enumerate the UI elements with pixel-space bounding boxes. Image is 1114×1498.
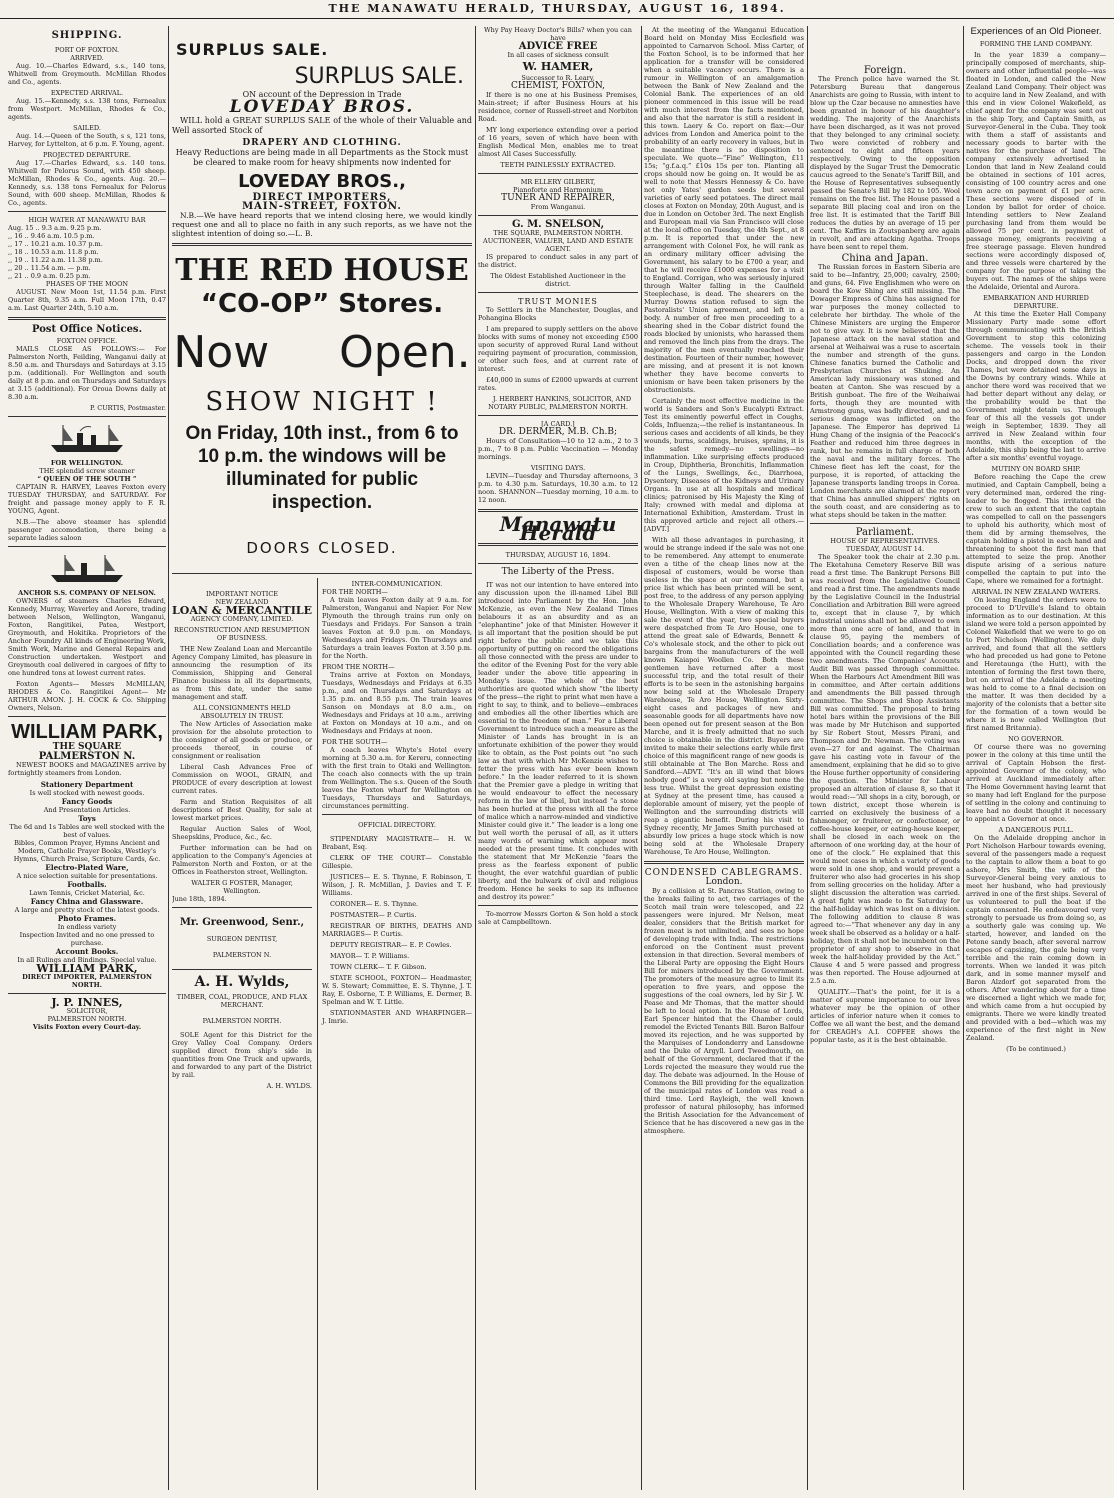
expected-text: Aug. 15.—Kennedy, s.s. 138 tons, Fernealux from Westport. McMillan, Rhodes & Co., agents.	[8, 97, 166, 121]
wylds-town: PALMERSTON NORTH.	[202, 1017, 282, 1025]
account-text: In all Rulings and Bindings. Special value.	[17, 956, 157, 964]
loan-advances: The New Articles of Association make provision for the absolute protection to the consignor of all goods or produce, or proceeds thereof, in course of consignment or realisation	[172, 720, 312, 760]
directory-entry: MAYOR— T. P. Williams.	[330, 952, 410, 960]
north-text: A train leaves Foxton daily at 9 a.m. for Palmerston, Wanganui and Napier. For New Plymouth the through trains run only on Tuesdays and Fridays. For Sanson a train leaves Foxton at 9.0 p.m. on Mondays, Wednesdays and Fridays. On Thursdays and Saturdays a train leaves Foxton at 3.50 p.m. for the North.	[322, 596, 472, 660]
column-5	[810, 26, 960, 1490]
local-news: At the meeting of the Wanganui Education Board held on Monday Miss Ecclesfield was appointed to Carnarvon School. Miss Carter, of the Foxton School, is to be informed that her application for a transfer will be considered when a suitable vacancy occurs. There is a rumour in Wellington of an amalgamation between the Bank of New Zealand and the Colonial Bank. The experiences of an old pioneer commenced in this issue will be read with much interest from the facts mentioned, and also that the narrator is still a resident in this town. Laery & Co. report on flax:—Our advices from London and America point to the probability of an early recovery in values, but in the meantime there is no disposition to speculate. We quote—“Fine” Wellington, £11 15s; “g.f.a.q.” £10s 15s per ton. Planting all crops should now be going on. It would be as well to note that Messrs Hennessy & Co. have not only Yates' garden seeds but several varieties of early seed potatoes. The direct mail closes at Foxton on Monday, 20th August, and is due in London on October 3rd. The next English and European mail via San Francisco will close at the local office on Tuesday, the 4th Sept., at 8 p.m. It is reported that under the new arrangement with Colonel Fox, he will rank as an ordinary military officer advising the Government, his salary to be £700 a year, and that he will receive £1000 expenses for a visit to England. Corrigan, who was seriously injured through Walter falling in the Caulfield Steeplechase, is dead. The shearers on the Murray Downs station refused to sign the Pastoralists' Union agreement, and left in a body. A number of free men proceeding to a shearing shed in the Cobar district found the roads blocked by unionists, who harassed them and removed the linch pins from the drays. The majority of the men eventually reached their destination. Fourteen of their number, however, are missing, and at present it is not known whether they have become converts to unionism or have been taken prisoners by the obstructionists.	[644, 26, 804, 394]
forming-heading: FORMING THE LAND COMPANY.	[979, 40, 1093, 48]
directory-entry: DEPUTY REGISTRAR— E. P. Cowles.	[330, 941, 452, 949]
loan-recon: RECONSTRUCTION AND RESUMPTION OF BUSINESS.	[174, 626, 310, 642]
loan-date: June 18th, 1894.	[172, 895, 227, 903]
shipping-title: SHIPPING.	[51, 30, 123, 41]
china-heading: Fancy China and Glassware.	[30, 897, 144, 906]
tide-row: ,, 19 .. 11.22 a.m. 11.38 p.m.	[8, 256, 103, 264]
directory-title: OFFICIAL DIRECTORY.	[358, 821, 436, 829]
mutiny-heading: MUTINY ON BOARD SHIP.	[991, 465, 1081, 473]
loan-text: THE New Zealand Loan and Mercantile Agency Company Limited, has pleasure in announcing the resumption of its Commission, Shipping and General Finance business in all its departments, as from this date, under the same management and staff.	[172, 645, 312, 701]
electro-heading: Electro-Plated Ware,	[45, 863, 129, 872]
greenwood-town: PALMERSTON N.	[212, 951, 272, 959]
column-1	[8, 26, 166, 1490]
hamer-successor: Successor to R. Leary,	[521, 74, 595, 82]
foreign-heading: Foreign.	[863, 65, 907, 76]
parliament-text: The Speaker took the chair at 2.30 p.m. The Eketahuna Cemetery Reserve Bill was read a first time. The Bankrupt Persons Bill was received from the Legislative Council and read a first time. The amendments made by the Legislative Council in the Industrial Conciliation and Arbitration Bill were agreed to, except that in clause 7, by which industrial unions shall not be allowed to own more than one acre of land, and that in clause 95, paying the members of Conciliation boards; and a conference was appointed with the Council regarding these two amendments. The Companies' Accounts Audit Bill was passed through committee. When the Harbours Act Amendment Bill was in committee, and After certain additions and amendments the Bill passed through committee. The Shops and Shop Assistants Bill was committed. The proposal to bring hotel bars within the provisions of the Bill was made by Mr Hutchison and supported by Sir Robert Stout, Messrs Pirani, and Thompson and Dr. Newman. The voting was even—27 for and against. The Chairman gave his casting vote in favour of the amendment, explaining that he did so to give the House further opportunity of considering the question. The Minister for Labour proposed an alteration of clause 8, so that it would read:—“All shops in a city, borough, or town district, except those wherein is carried on exclusively the business of a fishmonger, or fruiterer, or confectioner, or coffee-house keeper, or eating-house keeper, shall be closed in each week on the afternoon of one working day, at the hour of one of the clock.” He explained that this would meet cases in which a variety of goods were sold in one shop, and would prevent a fruiterer who also had groceries in his shop from selling groceries on the holiday. After a slight discussion the alteration was carried. A great fight was made to fix Saturday for the half-holiday which was lost on a division. The following addition to clause 8 was agreed to:—“That whenever any day in any week shall be observed as a holiday or a half-holiday, then it shall not be incumbent on the proprietor of any shop to observe in that week the half-holiday provided by the Act.” Clause 4 and 5 were passed and progress was then reported. The House adjourned at 2.5 a.m.	[810, 553, 960, 985]
inspection-text: Inspection Invited and no one pressed to purchase.	[19, 931, 155, 947]
loan-ad	[172, 578, 312, 1090]
steamship-icon	[47, 421, 127, 455]
arrived-heading: ARRIVED.	[70, 54, 104, 62]
directory-entry: TOWN CLERK— T. F. Gibson.	[330, 963, 427, 971]
gilbert-role: Pianoforte and Harmonium	[512, 186, 603, 194]
fancy-heading: Fancy Goods	[61, 797, 113, 806]
dermer-name: DR. DERMER, M.B. Ch.B;	[498, 427, 618, 437]
bibles-text: Bibles, Common Prayer, Hymns Ancient and Modern, Catholic Prayer Books, Westley's Hymns, Church Praise, Scripture Cards, &c.	[13, 839, 161, 863]
hamer-cases: In all cases of sickness consult	[507, 51, 609, 59]
column-rule	[807, 26, 808, 1490]
open-word: Open.	[339, 327, 471, 378]
anchor-text: OWNERS of steamers Charles Edward, Kennedy, Murray, Waverley and Aorere, trading between Nelson, Wellington, Wanganui, Foxton, Rangitikei, Patea, Westport, Greymouth, and Hokitika. Proprietors of the Anchor Foundry All kinds of Engineering Work, Smith Work, Marine and General Repairs and Construction undertaken. Westport and Greymouth coal delivered in cargoes of fifty to one hundred tons at lowest current rates.	[8, 597, 166, 677]
forming-text: In the year 1839 a company—principally composed of merchants, ship-owners and other influential people—was floated in London, and called the New Zealand Land Company. Their object was to acquire land in New Zealand, and with this end in view Colonel Wakefield, as chief agent for the company was sent out in the ship Tory, and Captain Smith, as Surveyor-General in the Cuba. They took with them a staff of assistants and necessary goods to barter with the natives for the purchase of land. The company extensively advertised in London that land in New Zealand could be obtained in sections of 101 acres, consisting of 100 country acres and one town acre on payment of £1 per acre. These sections were disposed of in London by ballot for order of choice. Intending settlers to New Zealand purchasing land from them would be allowed 75 per cent. in payment of passage money, emigrants receiving a free steerage passage. Eleven hundred sections were accordingly disposed of, and three vessels were chartered by the company for the purpose of taking the buyers out. The names of the ships were the Adelaide, Oriental and Aurora.	[966, 51, 1106, 291]
post-office-text: MAILS CLOSE AS FOLLOWS:— For Palmerston North, Feilding, Wanganui daily at 8.50 a.m. and Thursdays and Saturdays at 3.15 p.m. (additional). For Wellington and south daily at 8 p.m. and on Thursdays and Saturdays at 3.15 (additional). For Oroua Downs daily at 8.30 a.m.	[8, 345, 166, 401]
wylds-trade: TIMBER, COAL, PRODUCE, AND FLAX MERCHANT.	[176, 993, 308, 1009]
surplus-title-2: SURPLUS SALE.	[294, 64, 464, 89]
now-word: Now	[173, 327, 270, 378]
innes-name: J. P. INNES,	[51, 996, 123, 1009]
tide-row: Aug. 15 .. 9.3 a.m. 9.25 p.m.	[8, 224, 102, 232]
loan-further: Further information can be had on application to the Company's Agencies at Palmerston North and Foxton, or at the Offices in Featherston street, Wellington.	[172, 844, 312, 876]
pull-text: On the Adelaide dropping anchor in Port Nicholson Harbour towards evening, several of the passengers made a request to the captain to allow them a boat to go ashore, Mrs Smith, the wife of the Surveyor-General being very anxious to meet her husband, who had previously arrived in one of the first ships. Several of us volunteered to pull the boat if the captain consented. He endeavoured very strongly to persuade us from doing so, as a southerly gale was coming up. We started, however, and landed on the Petone sandy beach, after several narrow escapes of capsizing, the gale being very terrible and the rain coming down in torrents. When we landed it was pitch dark, and in some manner myself and Baron Alzdorf got separated from the others. After wandering about for a time we discerned a light which we made for, and which came from a hut occupied by emigrants. There we were kindly treated and provided with a bed—which was my experience of the first night in New Zealand.	[966, 834, 1106, 1042]
account-heading: Account Books.	[55, 947, 119, 956]
projected-text: Aug 17.—Charles Edward, s.s. 140 tons. Whitwell for Pelorus Sound, with 450 sheep. McMillan, Rhodes & Co., agents. Aug. 20.—Kennedy, s.s. 138 tons Fernealux for Pelorus Sound, with 600 sheep. McMillan, Rhodes & Co., agents.	[8, 159, 166, 207]
moon-heading: PHASES OF THE MOON	[45, 280, 129, 288]
innes-visits: Visits Foxton every Court-day.	[32, 1023, 142, 1031]
loan-liberal: Liberal Cash Advances Free of Commission on WOOL, GRAIN, and PRODUCE of every description at lowest current rates.	[172, 763, 312, 795]
loan-ltd: AGENCY COMPANY, LIMITED.	[190, 615, 294, 623]
high-water-heading: HIGH WATER AT MANAWATU BAR	[28, 216, 146, 224]
tide-table	[8, 224, 166, 280]
advice-free: ADVICE FREE	[518, 41, 598, 52]
trust-text: To Settlers in the Manchester, Douglas, and Pohangina Blocks	[478, 306, 638, 322]
column-2	[172, 26, 472, 1490]
intercommunication	[322, 578, 472, 1028]
surplus-title: SURPLUS SALE.	[176, 40, 329, 59]
cablegrams-title: CONDENSED CABLEGRAMS.	[644, 868, 804, 878]
column-rule	[641, 26, 642, 1490]
directory-list	[322, 835, 472, 1025]
important-notice: IMPORTANT NOTICE	[205, 590, 279, 598]
hamer-text: If there is no one at his Business Premises, Main-street; if after Business Hours at his residence, corner of Russell-street and Norbiton Road.	[478, 91, 638, 123]
london-text: By a collision at St. Pancras Station, owing to the breaks failing to act, two carriages of the Scotch mail train were telescoped, and 22 passengers were injured. Mr Nelson, meat dealer, considers that the British market for frozen meat is not unlimited, and sees no hope of developing trade with India. The restrictions enforced on the Continent must prevent extension in that direction. Several members of the Liberal Party are opposing the Eight Hours Bill for miners introduced by the Government. The promoters of the measure agree to limit its operation to five years, and oppose the suggestions of the coal owners, led by Sir J. W. Pease and Mr Thomas, that the matter should be left to local option. In the House of Lords, Earl Spencer hinted that the Chamber could remodel the Evicted Tenants Bill. Baron Balfour moved its rejection, and he was supported by the Marquises of Londonderry and Lansdowne and the Duke of Argyll. Lord Tweedmouth, on behalf of the Government, declared that if the Lords rejected the measure they would rue the day. The debate was adjourned. In the House of Commons the Bill providing for the equalization of the municipal rates of London was read a third time. Lord Rayleigh, the well known professor of natural philosophy, has informed the British Association for the Advancement of Science that he has discovered a new gas in the atmosphere.	[644, 887, 804, 1135]
china-japan-heading: China and Japan.	[841, 253, 929, 264]
wellington-title: FOR WELLINGTON.	[50, 459, 124, 467]
wylds-sign: A. H. WYLDS.	[266, 1082, 312, 1090]
newest-books: NEWEST BOOKS and MAGAZINES arrive by fortnightly steamers from London.	[8, 761, 166, 777]
postmaster-sign: P. CURTIS, Postmaster.	[90, 404, 166, 412]
moon-text: AUGUST. New Moon 1st, 11.54 p.m. First Quarter 8th, 9.35 a.m. Full Moon 17th, 0.47 a.m. Last Quarter 24th, 5.10 a.m.	[8, 288, 166, 312]
innes-title: SOLICITOR,	[66, 1007, 108, 1015]
dermer-hours: Hours of Consultation—10 to 12 a.m., 2 to 3 p.m., 7 to 8 p.m. Public Vaccination — Monday mornings.	[478, 437, 638, 461]
column-rule	[963, 26, 964, 1490]
column-rule	[475, 26, 476, 1490]
directory-entry: STATE SCHOOL, FOXTON— Headmaster, W. S. Stewart; Committee, E. S. Thynne, J. T. Ray, E. Osborne, T. P. Williams, E. Dermer, B. Spelman and W. T. Little.	[322, 974, 472, 1006]
william-park-importer: DIRECT IMPORTER, PALMERSTON NORTH.	[22, 973, 152, 989]
loveday-bros: LOVEDAY BROS.	[229, 97, 415, 117]
leader-title: The Liberty of the Press.	[501, 567, 615, 577]
column-4	[644, 26, 804, 1490]
trust-sums: £40,000 in sums of £2000 upwards at current rates.	[478, 376, 638, 392]
photo-heading: Photo Frames.	[57, 914, 117, 923]
column-6	[966, 26, 1106, 1490]
teeth-text: TEETH PAINLESSLY EXTRACTED.	[500, 161, 616, 169]
reductions-text: Heavy Reductions are being made in all Departments as the Stock must be cleared to make room for heavy shipments now indented for	[175, 148, 469, 167]
directory-entry: STIPENDIARY MAGISTRATE— H. W. Brabant, Esq.	[322, 835, 472, 851]
herald-nameplate: Manawatu Herald	[499, 512, 617, 545]
masthead: THE MANAWATU HERALD, THURSDAY, AUGUST 16, 1894.	[0, 0, 1114, 19]
card-label: [A CARD.]	[541, 420, 575, 428]
tide-row: ,, 16 .. 9.46 a.m. 10.5 p.m.	[8, 232, 95, 240]
parliament-date: TUESDAY, AUGUST 14.	[845, 545, 925, 553]
innes-town: PALMERSTON NORTH.	[47, 1015, 127, 1023]
visiting-text: LEVIN—Tuesday and Thursday afternoons, 3 p.m. to 4.30 p.m. Saturdays, 10.30 a.m. to 12 noon. SHANNON—Tuesday morning, 10 a.m. to 12 noon.	[478, 472, 638, 504]
leader-text: IT was not our intention to have entered into any discussion upon the ill-named Libel Bill introduced into Parliament by the Hon. John McKenzie, as even the New Zealand Times belabours it as an absurdity and as an “elephantine” joke of that Minister. However it is all important that the position should be put right before the public and we take this opportunity of putting on record the obligations all those connected with the press are under to the editor of the Evening Post for the very able leader under the above title appearing in Monday's issue. The whole of the best authorities are quoted which show “the liberty of the press—the right to print what men have a right to say, to think, and to believe—embraces and embodies all the other liberties which are essential to the freedom of man.” For a Liberal Government to introduce such a measure as the Minister of Lands has brought in is an unfortunate exhibition of the power they would like to obtain, as the Post points out “no such law as that with which Mr McKenzie wishes to fetter the press with has ever been known before.” In the leader referred to it is shown that the Premier gave a pledge in writing that he would endeavour to effect the necessary reform in the law of libel, but instead “a stone has been hurled at the press with all the force of malice which a narrow-minded and vindictive Minister could give it.” The leader is a long one but well worth the perusal of all, as it utters many words of warning which appear most needed at the present time. It concludes with the statement that Mr McKenzie “fears the press as the fearless exponent of public thought, the ever watchful guardian of public liberty, and the bulwark of civil and religious freedom. Hence he seeks to sap its influence and destroy its power.”	[478, 581, 638, 901]
trust-money: I am prepared to supply settlers on the above blocks with sums of money not exceeding £500 upon security of approved Rural Land without requiring payment of procuration, commission, or other such fees, and at current rate of interest.	[478, 325, 638, 373]
directory-entry: JUSTICES— E. S. Thynne, F. Robinson, T. Wilson, J. R. McMillan, J. Davies and T. F. Williams.	[322, 873, 472, 897]
gorton-text: To-morrow Messrs Gorton & Son hold a stock sale at Campbelltown.	[478, 910, 638, 926]
fancy-text: And Presentation Articles.	[43, 806, 131, 814]
sale-notes: With all these advantages in purchasing, it would be strange indeed if the sale was not one to be remembered. Any attempt to enumerate even a tithe of the cheap lines now at the disposal of customers, would be worse than useless in the space at our command, but a price list which has been printed will be sent, post free, to the address of any person applying to the Wholesale Drapery Warehouse, Te Aro House, Wellington. With a view of making this sale the event of the year, two special buyers were despatched from Te Aro House, one to attend the great sale of Edwards, Bennett & Co's wholesale stock, and the other to pick out bargains from the manufacturers of the well known Kaiapoi Woollen Co. Both these gentlemen have returned after a most successful trip, and the total result of their efforts is to be seen in the astonishing bargains now being sold at the Wholesale Drapery Warehouse, Te Aro House, Wellington. Sixty-eight cases and packages of new and seasonable goods for all departments have now been opened out for present season at the Bon Marche, and it is freely admitted that no such choice is obtainable in the district. Buyers are invited to make their selections early while first choice of this magnificent range of new goods is still obtainable at The Bon Marche. Ross and Sandford.—ADVT. “It's an ill wind that blows nobody good” is a very old saying but none the less true. Whilst the great depression existing at Sydney at the present time, has caused a deplorable amount of misery, yet the people of Wellington and the surrounding districts will reap a gigantic benefit. During his visit to Sydney recently, Mr James Smith purchased at absurdly low prices a huge stock which is now being sold at the Wholesale Drapery Warehouse, Te Aro House, Wellington.	[644, 536, 804, 856]
north-heading: FOR THE NORTH—	[322, 588, 388, 596]
footballs-heading: Footballs.	[67, 880, 107, 889]
wellington-nb: N.B.—The above steamer has splendid passenger accomodation, there being a separate ladies saloon	[8, 518, 166, 542]
loan-farm: Farm and Station Requisites of all descriptions of Best Quality, for sale at lowest market prices.	[172, 798, 312, 822]
stationery-heading: Stationery Department	[40, 780, 134, 789]
wellington-text: CAPTAIN R. HARVEY, Leaves Foxton every TUESDAY THURSDAY, and SATURDAY. For freight and passage money apply to F. R. YOUNG, Agent.	[8, 483, 166, 515]
now-open	[172, 326, 472, 380]
snelson-text: IS prepared to conduct sales in any part of the district.	[478, 253, 638, 269]
mutiny-text: Before reaching the Cape the crew mutinied, and Captain Campbell, being a very determined man, ordered the ring-leader to be flogged. This irritated the crew to such an extent that the captain was compelled to call on the passengers to uphold his authority, which most of them did by arming themselves, the captain holding a pistol in each hand and threatening to shoot the first man that attempted to seize the prop. Another dispute arising of a serious nature compelled the captain to put into the Cape, where we remained for a fortnight.	[966, 473, 1106, 585]
gilbert-tuner: TUNER AND REPAIRER,	[501, 193, 615, 203]
surplus-reason: ON account of the Depression in Trade	[242, 90, 402, 99]
arrival-text: On leaving England the orders were to proceed to D'Urville's Island to obtain information as to our destination. At this island we were told a person appointed by Colonel Wakefield that we were to go on to Port Nicholson (Wellington). We duly arrived, and found that all the settlers who had preceded us had gone to Petone and Heretaunga (the Hutt), with the intention of forming the first town there, but on arrival of the Adelaide a meeting was held to come to a final decision on the matter. It was then decided by a majority of the colonists that a better site for the formation of a town would be where it is now called Wellington (but first named Britannia).	[966, 596, 1106, 732]
directory-entry: CLERK OF THE COURT— Constable Gillespie.	[322, 854, 472, 870]
show-night: SHOW NIGHT !	[205, 387, 439, 417]
from-north-heading: FROM THE NORTH—	[322, 663, 395, 671]
surplus-nb: N.B.—We have heard reports that we intend closing here, we would kindly request one and all to place no faith in any such reports, as we have not the slightest intention of doing so.—L. B.	[172, 211, 472, 238]
post-office-title: Post Office Notices.	[31, 324, 143, 335]
foreign-text: The French police have warned the St. Petersburg Bureau that dangerous Anarchists are going to Russia, with intent to blow up the Czar because no amnesties have been granted in honour of his daughter's wedding. The majority of the Anarchists have been discharged, as it was not proved that they belonged to any criminal society. Two were convicted of robbery and sentenced to eight and fifteen years respectively. Owing to the opposition displayed by the Sugar Trust the Democratic caucus agreed to the Senate's Tariff Bill, and the House of Representatives subsequently passed the Senate's Bill by 182 to 105. Wool remains on the free list. The House passed a separate Bill placing coal and iron on the free list. It is estimated that the Tariff Bill reduces the duties by an average of 15 per cent. The Kaffirs in Zoutspanberg are again in revolt, and are attacking Agatha. Troops have been sent to repel them.	[810, 75, 960, 251]
anchor-agents: Foxton Agents— Messrs McMILLAN, RHODES & Co. Rangitikei Agent— Mr ARTHUR AMON. J. H. COCK & Co. Shipping Owners, Nelson.	[8, 680, 166, 712]
gilbert-name: MR ELLERY GILBERT,	[520, 178, 596, 186]
governor-text: Of course there was no governing power in the colony at this time until the arrival of Captain Hobson the first-appointed Governor of the colony, who arrived at Auckland immediately after. The Home Government having learnt that so many had left England for the purpose of settling in the colony and continuing to leave had no doubt thought it necessary to appoint a Governor at once.	[966, 743, 1106, 823]
arrival-heading: ARRIVAL IN NEW ZEALAND WATERS.	[971, 588, 1101, 596]
coop-stores: “CO-OP” Stores.	[200, 289, 444, 319]
tide-row: ,, 18 .. 10.53 a.m. 11.8 p.m.	[8, 248, 99, 256]
embark-heading: EMBARKATION AND HURRIED DEPARTURE.	[983, 294, 1089, 310]
inter-title: INTER-COMMUNICATION.	[351, 580, 443, 588]
wellington-line: THE splendid screw steamer	[39, 467, 135, 475]
from-north-text: Trains arrive at Foxton on Mondays, Tuesdays, Wednesdays and Fridays at 6.35 p.m., and on Thursdays and Saturdays at 1.35 p.m. and 8.55 p.m. The train leaves Sanson on Mondays at 8.0 a.m., on Wednesdays and Fridays at 10 a.m., arriving at Foxton on Mondays at 10 a.m., and on Wednesdays and Fridays at noon.	[322, 671, 472, 735]
hamer-why: Why Pay Heavy Doctor's Bills? when you can have	[484, 26, 632, 42]
snelson-oldest: The Oldest Established Auctioneer in the district.	[490, 272, 626, 288]
gilbert-from: From Wanganui.	[530, 203, 586, 211]
hamer-chemist: CHEMIST, FOXTON,	[510, 81, 606, 91]
tide-row: ,, 20 .. 11.54 a.m. — p.m.	[8, 264, 91, 272]
visiting-heading: VISITING DAYS.	[530, 464, 586, 472]
snelson-name: G. M. SNELSON,	[511, 219, 605, 230]
wylds-text: SOLE Agent for this District for the Grey Valley Coal Company. Orders supplied direct from ship's side in quantities from One Truck and upwards, and forwarded to any part of the District by rail.	[172, 1031, 312, 1079]
pull-heading: A DANGEROUS PULL.	[998, 826, 1074, 834]
embark-text: At this time the Exeter Hall Company Missionary Party made some effort through communicating with the British Government to stop this colonizing scheme. The vessels took in their passengers and cargo in the London Docks, and dropped down the river Thames, but were detained some days in the Downs by contrary winds. While at anchor there word was received that we had better depart without any delay, or the probability would be that the Government might detain us. Through fear of this all the vessels got under weigh in September, 1839. They all arrived in New Zealand within four months, with the exception of the Adelaide, this ship being the last to arrive after a six months' eventful voyage.	[966, 310, 1106, 462]
directory-entry: CORONER— E. S. Thynne.	[330, 900, 419, 908]
william-park-square: THE SQUARE	[52, 742, 122, 752]
hamer-experience: MY long experience extending over a period of 16 years, seven of which have been with English Medical Men, enables me to treat almost All Cases Successfully.	[478, 126, 638, 158]
toys-heading: Toys	[78, 814, 96, 823]
post-office-subtitle: FOXTON OFFICE.	[56, 337, 118, 345]
sailed-heading: SAILED.	[73, 124, 101, 132]
red-house-title: THE RED HOUSE	[175, 253, 469, 288]
snelson-role: AUCTIONEER, VALUER, LAND AND ESTATE AGENT.	[483, 237, 633, 253]
main-street: MAIN-STREET, FOXTON.	[242, 201, 402, 212]
tide-row: ,, 17 .. 10.21 a.m. 10.37 p.m.	[8, 240, 103, 248]
drapery-heading: DRAPERY AND CLOTHING.	[242, 138, 402, 148]
lower-ads	[172, 578, 472, 1490]
directory-entry: POSTMASTER— P. Curtis.	[330, 911, 417, 919]
photo-text: In endless variety	[57, 923, 117, 931]
south-heading: FOR THE SOUTH—	[322, 738, 388, 746]
william-park-town: PALMERSTON N.	[38, 751, 136, 762]
loveday-bros-2: LOVEDAY BROS.,	[238, 171, 406, 192]
pioneer-title: Experiences of an Old Pioneer.	[970, 26, 1102, 37]
governor-heading: NO GOVERNOR.	[1008, 735, 1064, 743]
doors-closed: DOORS CLOSED.	[246, 539, 398, 557]
footballs-text: Lawn Tennis, Cricket Material, &c.	[29, 889, 145, 897]
expected-heading: EXPECTED ARRIVAL.	[50, 89, 124, 97]
loan-sign: WALTER G FOSTER, Manager, Wellington.	[191, 879, 293, 895]
william-park-name: WILLIAM PARK,	[36, 962, 138, 975]
column-rule	[168, 26, 169, 1490]
parliament-heading: Parliament.	[855, 527, 915, 538]
coffee-ad: QUALITY.—That's the point, for it is a matter of supreme importance to our lives whatever may be the opinion of other articles of inferior nature when it comes to Coffee we all want the best, and the demand for CREAGH's A.I. COFFEE shows the popular taste, as it is the best obtainable.	[810, 988, 960, 1044]
directory-entry: REGISTRAR OF BIRTHS, DEATHS AND MARRIAGES— P. Curtis.	[322, 922, 472, 938]
surplus-text: WILL hold a GREAT SURPLUS SALE of the whole of their Valuable and Well assorted Stock of	[172, 116, 472, 135]
projected-heading: PROJECTED DEPARTURE.	[42, 151, 131, 159]
greenwood-name: Mr. Greenwood, Senr.,	[179, 917, 305, 928]
trust-title: TRUST MONIES	[518, 297, 598, 306]
wellington-ship-name: “ QUEEN OF THE SOUTH ”	[37, 475, 137, 483]
china-text: A large and pretty stock of the latest goods.	[14, 906, 160, 914]
eucalypti-ad: Certainly the most effective medicine in the world is Sanders and Son's Eucalypti Extract. Test its eminently powerful effect in Coughs, Colds, Influenza;—the relief is instantaneous. In serious cases and accidents of all kinds, be they wounds, burns, scaldings, bruises, sprains, it is the safest remedy—no swellings—no inflammation. Like surprising effects produced in Croup, Diphtheria, Bronchitis, Inflammation of the Lungs, Swellings, &c., Diarrhoea, Dysentery, Diseases of the Kidneys and Urinary Organs. In use at all hospitals and medical clinics; patronised by His Majesty the King of Italy; crowned with medal and diploma at International Exhibition, Amsterdam. Trust in this approved article and reject all others.—[ADVT.]	[644, 397, 804, 533]
directory-entry: STATIONMASTER AND WHARFINGER— J. Imrie.	[322, 1009, 472, 1025]
hankins-sign: J. HERBERT HANKINS, SOLICITOR, AND NOTARY PUBLIC, PALMERSTON NORTH.	[488, 395, 632, 411]
direct-importers: DIRECT IMPORTERS,	[252, 192, 392, 203]
toys-text: The 6d and 1s Tables are well stocked with the best of values.	[9, 823, 165, 839]
london-heading: London.	[705, 877, 743, 887]
wylds-name: A. H. Wylds,	[194, 974, 290, 990]
arrived-text: Aug. 10.—Charles Edward, s.s., 140 tons, Whitwell from Greymouth. McMillan Rhodes and Co., agents.	[8, 62, 166, 86]
to-be-continued: (To be continued.)	[1006, 1045, 1066, 1053]
loan-company: LOAN & MERCANTILE	[172, 604, 312, 617]
hamer-name: W. HAMER,	[522, 60, 594, 73]
anchor-title: ANCHOR S.S. COMPANY OF NELSON.	[18, 589, 156, 597]
stationery-text: Is well stocked with newest goods.	[29, 789, 145, 797]
electro-text: A nice selection suitable for presentations.	[16, 872, 158, 880]
friday-text: On Friday, 10th inst., from 6 to 10 p.m. the windows will be illuminated for public inspection.	[185, 423, 459, 513]
steamship-icon	[47, 551, 127, 585]
china-japan-text: The Russian forces in Eastern Siberia are said to be—Infantry, 25,000; cavalry, 2500; and guns, 64. Five Englishmen who were on board the Kow Shing are still missing. The Dowager Empress of China has assigned for war purposes the money collected to celebrate her birthday. The whole of the Chinese Ministers are urging the Emperor not to give way. It is now believed that the Japanese attack on the naval station and arsenal at Weihaiwai was a ruse to ascertain the number and strength of the guns. Chinese fanatics burned the Catholic and Presbyterian Churches at Shuking. An American lady missionary was stoned and beaten at Canton. She was rescued by a British gunboat. The fire of the Weihaiwai forts, though they are mounted with Armstrong guns, was badly directed, and no serious damage was inflicted on the Japanese. The Emperor has deprived Li Hung Chang of the insignia of the Peacock's Feather and reduced him three degrees in rank, but he remains in full charge of both the naval and the military forces. The Chinese fleet has left the coast, for the purpose, it is reported, of attacking the Japanese transports landing troops in Corea. London merchants are alarmed at the report that China has annulled shippers' rights on the south coast, and are considering as to what steps should be taken in the matter.	[810, 263, 960, 519]
loan-nz: NEW ZEALAND	[215, 598, 269, 606]
greenwood-role: SURGEON DENTIST,	[206, 935, 278, 943]
loan-regular: Regular Auction Sales of Wool, Sheepskins, Produce, &c., &c.	[172, 825, 312, 841]
column-3	[478, 26, 638, 1490]
snelson-addr: THE SQUARE, PALMERSTON NORTH.	[493, 229, 623, 237]
house-heading: HOUSE OF REPRESENTATIVES.	[830, 537, 940, 545]
tide-row: ,, 21 .. 0.9 a.m. 0.25 p.m.	[8, 272, 91, 280]
sailed-text: Aug. 14.—Queen of the South, s s, 121 tons, Harvey, for Lyttelton, at 6 p.m. F. Young, agent.	[8, 132, 166, 148]
william-park-title: WILLIAM PARK,	[11, 721, 163, 743]
port-heading: PORT OF FOXTON.	[54, 46, 120, 54]
herald-date: THURSDAY, AUGUST 16, 1894.	[505, 551, 611, 559]
loan-consign: ALL CONSIGNMENTS HELD ABSOLUTELY IN TRUST.	[193, 704, 291, 720]
south-text: A coach leaves Whyte's Hotel every morning at 5.30 a.m. for Kereru, connecting with the first train to Otaki and Wellington. The coach also connects with the up train from Wellington. The s.s. Queen of the South leaves the Foxton wharf for Wellington on Tuesdays, Thursdays and Saturdays, circumstances permitting.	[322, 746, 472, 810]
